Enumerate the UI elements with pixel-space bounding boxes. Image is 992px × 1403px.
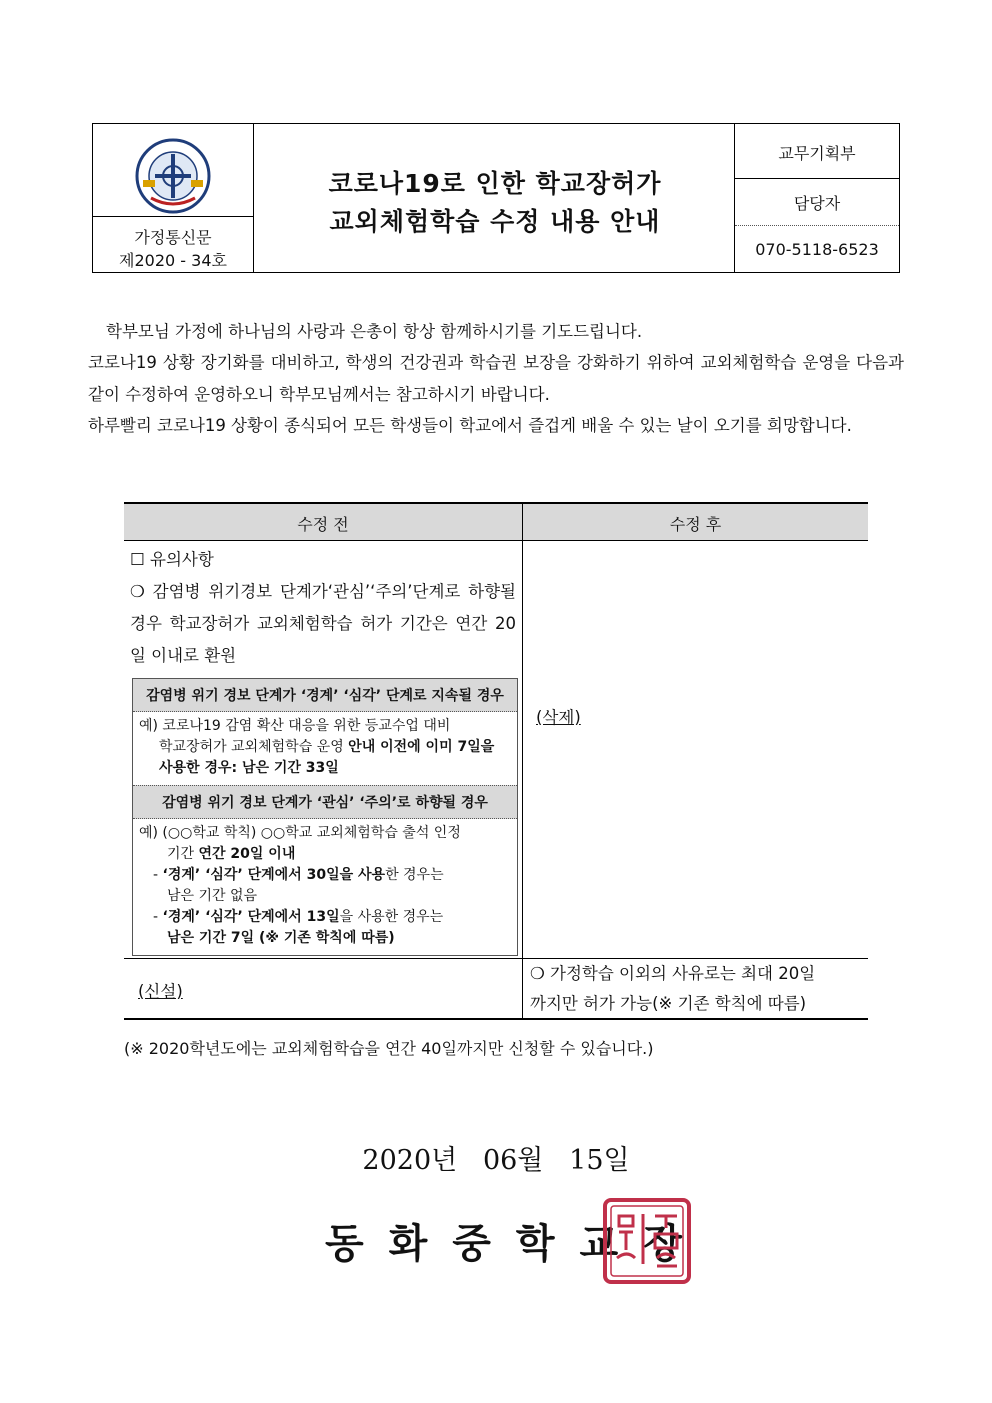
new-rule-line2: 까지만 허가 가능(※ 기존 학칙에 따름)	[530, 994, 807, 1013]
box1-line1: 예) 코로나19 감염 확산 대응을 위한 등교수업 대비	[139, 718, 451, 734]
department-label: 교무기획부	[778, 144, 856, 163]
header-right-column	[734, 124, 899, 272]
box2-header: 감염병 위기 경보 단계가 ‘관심’ ‘주의’로 하향될 경우	[133, 785, 517, 819]
intro-paragraph-1: 학부모님 가정에 하나님의 사랑과 은총이 항상 함께하시기를 기도드립니다.	[106, 322, 643, 341]
header-box	[92, 123, 900, 273]
column-header-before: 수정 전	[297, 515, 349, 534]
revision-table	[124, 502, 868, 1020]
box2-line4: 남은 기간 없음	[167, 888, 258, 904]
issue-number: 제2020 - 34호	[119, 251, 227, 270]
newsletter-label: 가정통신문	[134, 228, 212, 247]
new-rule-line1: ❍ 가정학습 이외의 사유로는 최대 20일	[530, 964, 816, 983]
box1-body	[133, 712, 517, 785]
box1-header: 감염병 위기 경보 단계가 ‘경계’ ‘심각’ 단계로 지속될 경우	[133, 679, 517, 712]
box2-line3a: -	[153, 867, 163, 883]
box1-line3: 사용한 경우: 남은 기간 33일	[159, 760, 339, 776]
box1-line2a: 학교장허가 교외체험학습 운영	[159, 739, 349, 755]
document-date: 2020년 06월 15일	[362, 1145, 630, 1176]
page-title-line1: 코로나19로 인한 학교장허가	[328, 169, 662, 198]
deleted-label: (삭제)	[536, 708, 581, 727]
official-seal-icon	[603, 1198, 691, 1284]
box2-line5c: 을 사용한 경우는	[339, 909, 444, 925]
new-label: (신설)	[138, 982, 183, 1001]
intro-paragraph-3: 하루빨리 코로나19 상황이 종식되어 모든 학생들이 학교에서 즐겁게 배울 수 있는 날이 오기를 희망합니다.	[88, 416, 852, 435]
main-bullet: ❍ 감염병 위기경보 단계가‘관심’‘주의’단계로 하향될 경우 학교장허가 교외체험학습 허가 기간은 연간 20일 이내로 환원	[130, 582, 516, 665]
box2-line2b: 연간 20일 이내	[198, 846, 296, 862]
box2-line5a: -	[153, 909, 163, 925]
column-header-after: 수정 후	[669, 515, 722, 534]
box2-line3b: ‘경계’ ‘심각’ 단계에서 30일을 사용	[162, 867, 386, 883]
section-title: ☐ 유의사항	[130, 550, 214, 569]
box2-line2a: 기간	[167, 846, 199, 862]
school-logo-icon	[133, 136, 213, 216]
contact-label: 담당자	[793, 194, 841, 213]
principal-signature: 동화중학교장	[325, 1220, 707, 1267]
box2-line3c: 한 경우는	[385, 867, 444, 883]
intro-paragraph-2: 코로나19 상황 장기화를 대비하고, 학생의 건강권과 학습권 보장을 강화하기 위하여 교외체험학습 운영을 다음과 같이 수정하여 운영하오니 학부모님께서는 참고하시기 바랍니다.	[88, 353, 904, 404]
box2-line5b: ‘경계’ ‘심각’ 단계에서 13일	[162, 909, 340, 925]
box2-line1: 예) (○○학교 학칙) ○○학교 교외체험학습 출석 인정	[139, 825, 461, 841]
box1-line2b: 안내 이전에 이미 7일을	[348, 739, 495, 755]
header-left-column	[93, 124, 254, 272]
box2-line6: 남은 기간 7일 (※ 기존 학칙에 따름)	[167, 930, 395, 946]
page-title-line2: 교외체험학습 수정 내용 안내	[329, 207, 661, 236]
example-box	[132, 678, 518, 956]
contact-phone: 070-5118-6523	[755, 240, 879, 259]
footnote: (※ 2020학년도에는 교외체험학습을 연간 40일까지만 신청할 수 있습니다.)	[124, 1039, 654, 1058]
box2-body	[133, 819, 517, 955]
